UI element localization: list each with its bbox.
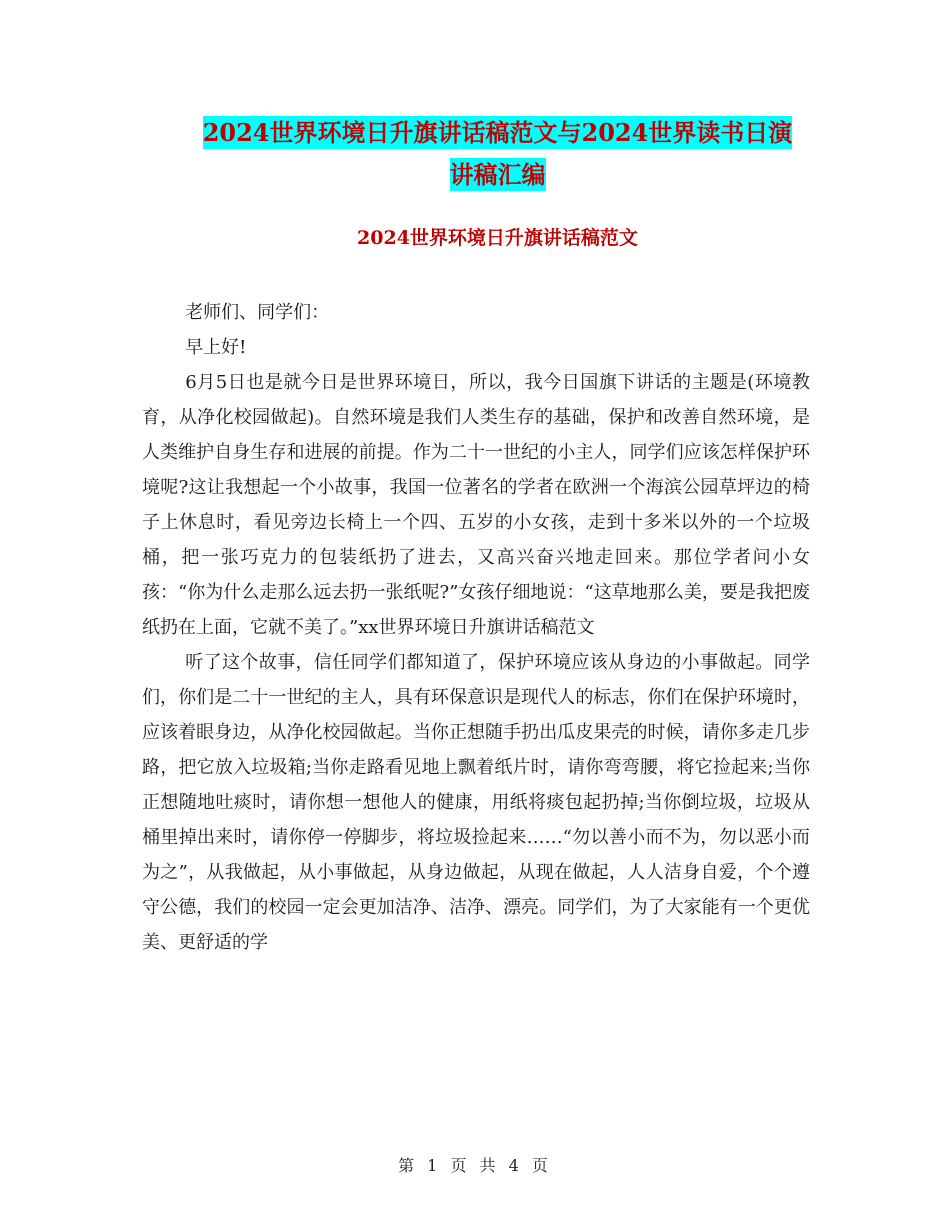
paragraph-advice: 听了这个故事，信任同学们都知道了，保护环境应该从身边的小事做起。同学们，你们是二十一世纪的主人，具有环保意识是现代人的标志，你们在保护环境时，应该着眼身边，从净化校园做起。当你正想随手扔出瓜皮果壳的时候，请你多走几步路，把它放入垃圾箱;当你走路看见地上飘着纸片时，请你弯弯腰，将它捡起来;当你正想随地吐痰时，请你想一想他人的健康，用纸将痰包起扔掉;当你倒垃圾，垃圾从桶里掉出来时，请你停一停脚步，将垃圾捡起来……“勿以善小而不为，勿以恶小而为之”，从我做起，从小事做起，从身边做起，从现在做起，人人洁身自爱，个个遵守公德，我们的校园一定会更加洁净、洁净、漂亮。同学们，为了大家能有一个更优美、更舒适的学 xyxy=(142,652,810,953)
body-text xyxy=(142,295,810,960)
section-title: 2024世界环境日升旗讲话稿范文 xyxy=(357,227,638,249)
paragraph-story: 6月5日也是就今日是世界环境日，所以，我今日国旗下讲话的主题是(环境教育，从净化校园做起)。自然环境是我们人类生存的基础，保护和改善自然环境，是人类维护自身生存和进展的前提。作为二十一世纪的小主人，同学们应该怎样保护环境呢?这让我想起一个小故事，我国一位著名的学者在欧洲一个海滨公园草坪边的椅子上休息时，看见旁边长椅上一个四、五岁的小女孩，走到十多米以外的一个垃圾桶，把一张巧克力的包装纸扔了进去，又高兴奋兴地走回来。那位学者问小女孩：“你为什么走那么远去扔一张纸呢?”女孩仔细地说：“这草地那么美，要是我把废纸扔在上面，它就不美了。”xx世界环境日升旗讲话稿范文 xyxy=(142,372,810,638)
paragraph-greeting: 老师们、同学们： xyxy=(185,302,330,323)
main-title-line-2: 讲稿汇编 xyxy=(449,160,546,189)
paragraph-morning: 早上好! xyxy=(185,337,247,358)
main-title xyxy=(140,112,855,196)
page-footer: 第 1 页 共 4 页 xyxy=(398,1156,552,1175)
main-title-line-1: 2024世界环境日升旗讲话稿范文与2024世界读书日演 xyxy=(202,118,793,147)
